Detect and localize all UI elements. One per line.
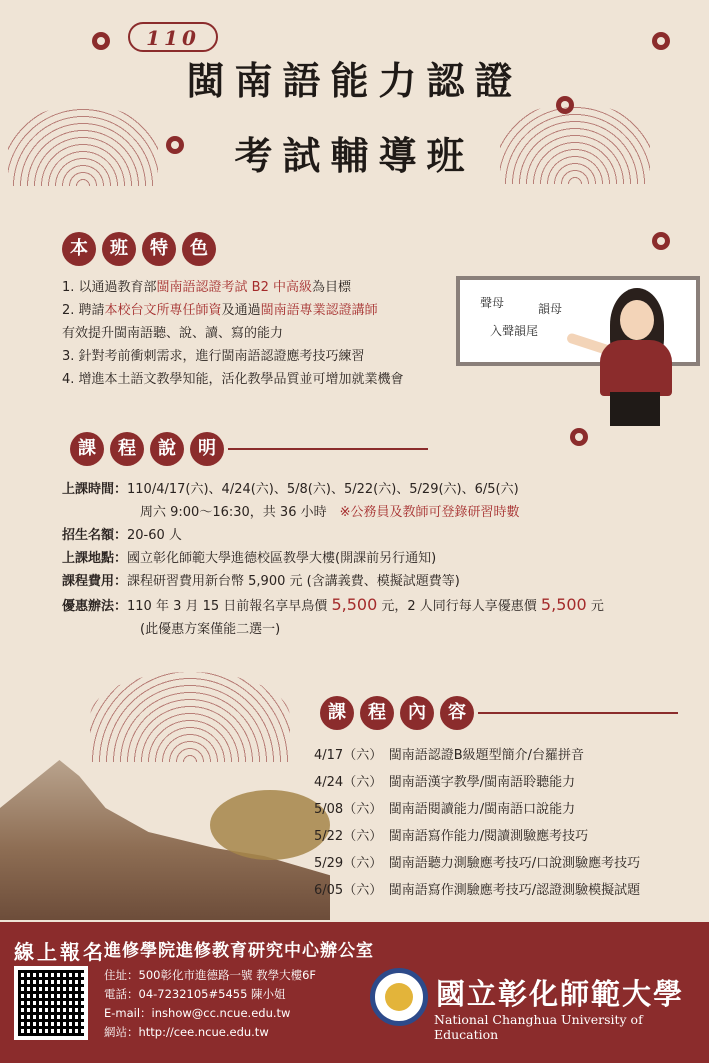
online-registration-label: 線上報名 bbox=[14, 940, 106, 964]
schedule-row: 5/29（六） 閩南語聽力測驗應考技巧/口說測驗應考技巧 bbox=[314, 856, 641, 871]
schedule-row: 5/22（六） 閩南語寫作能力/閱讀測驗應考技巧 bbox=[314, 829, 589, 844]
info-row-discount: 優惠辦法：110 年 3 月 15 日前報名享早鳥價 5,500 元，2 人同行每人享優惠價 5,500 元 bbox=[62, 595, 604, 614]
feature-item: 2. 聘請本校台文所專任師資及通過閩南語專業認證講師 bbox=[62, 303, 378, 318]
heading-char: 課 bbox=[70, 432, 104, 466]
divider bbox=[478, 712, 678, 714]
heading-char: 特 bbox=[142, 232, 176, 266]
address: 住址：500彰化市進德路一號 教學大樓6F bbox=[104, 968, 317, 982]
teacher-illustration bbox=[620, 300, 654, 340]
board-text: 韻母 bbox=[538, 302, 563, 316]
website-link[interactable]: 網站：http://cee.ncue.edu.tw bbox=[104, 1025, 269, 1039]
heading-char: 內 bbox=[400, 696, 434, 730]
footer bbox=[0, 922, 709, 1063]
phone: 電話：04-7232105#5455 陳小姐 bbox=[104, 987, 286, 1001]
features-list bbox=[62, 276, 462, 391]
feature-item: 4. 增進本土語文教學知能，活化教學品質並可增加就業機會 bbox=[62, 372, 404, 387]
rosette-decoration bbox=[652, 32, 670, 50]
info-row-fee: 課程費用：課程研習費用新台幣 5,900 元 (含講義費、模擬試題費等) bbox=[62, 574, 460, 589]
heading-char: 明 bbox=[190, 432, 224, 466]
course-info bbox=[62, 478, 702, 641]
heading-char: 色 bbox=[182, 232, 216, 266]
info-row-time: 上課時間：110/4/17(六)、4/24(六)、5/8(六)、5/22(六)、5/29(六)、6/5(六) bbox=[62, 482, 519, 497]
info-row-time-detail: 周六 9:00～16:30，共 36 小時 ※公務員及教師可登錄研習時數 bbox=[140, 505, 520, 520]
schedule-row: 5/08（六） 閩南語閱讀能力/閩南語口說能力 bbox=[314, 802, 576, 817]
heading-char: 說 bbox=[150, 432, 184, 466]
heading-char: 容 bbox=[440, 696, 474, 730]
contact-info bbox=[104, 966, 316, 1042]
rosette-decoration bbox=[652, 232, 670, 250]
heading-char: 程 bbox=[110, 432, 144, 466]
info-row-quota: 招生名額：20-60 人 bbox=[62, 528, 182, 543]
schedule-row: 6/05（六） 閩南語寫作測驗應考技巧/認證測驗模擬試題 bbox=[314, 883, 641, 898]
feature-item: 有效提升閩南語聽、說、讀、寫的能力 bbox=[62, 326, 284, 341]
email-link[interactable]: E-mail：inshow@cc.ncue.edu.tw bbox=[104, 1006, 291, 1020]
heading-char: 班 bbox=[102, 232, 136, 266]
university-name-cn: 國立彰化師範大學 bbox=[436, 977, 685, 1011]
office-name: 進修學院進修教育研究中心辦公室 bbox=[104, 941, 374, 961]
heading-char: 課 bbox=[320, 696, 354, 730]
rosette-decoration bbox=[92, 32, 110, 50]
info-row-discount-note: (此優惠方案僅能二選一) bbox=[140, 622, 281, 637]
features-heading bbox=[62, 232, 216, 266]
info-row-place: 上課地點：國立彰化師範大學進德校區教學大樓(開課前另行通知) bbox=[62, 551, 437, 566]
feature-item: 3. 針對考前衝刺需求，進行閩南語認證應考技巧練習 bbox=[62, 349, 365, 364]
feature-item: 1. 以通過教育部閩南語認證考試 B2 中高級為目標 bbox=[62, 280, 352, 295]
wave-pattern bbox=[90, 672, 290, 762]
board-text: 入聲韻尾 bbox=[490, 324, 539, 338]
rosette-decoration bbox=[570, 428, 588, 446]
course-info-heading bbox=[70, 432, 224, 466]
board-text: 聲母 bbox=[480, 296, 505, 310]
statue-photo bbox=[210, 790, 330, 860]
year-badge: 110 bbox=[128, 22, 218, 52]
heading-char: 本 bbox=[62, 232, 96, 266]
teacher-illustration bbox=[600, 340, 672, 396]
page-subtitle: 考試輔導班 bbox=[234, 134, 475, 178]
course-content-heading bbox=[320, 696, 474, 730]
university-logo-icon bbox=[370, 968, 428, 1026]
university-name-en: National Changhua University of Education bbox=[434, 1012, 643, 1042]
qr-code[interactable] bbox=[14, 966, 88, 1040]
page-title: 閩南語能力認證 bbox=[186, 59, 523, 103]
divider bbox=[228, 448, 428, 450]
schedule-row: 4/17（六） 閩南語認證B級題型簡介/台羅拼音 bbox=[314, 748, 585, 763]
course-schedule bbox=[314, 742, 704, 904]
teacher-illustration bbox=[610, 392, 660, 426]
schedule-row: 4/24（六） 閩南語漢字教學/閩南語聆聽能力 bbox=[314, 775, 576, 790]
heading-char: 程 bbox=[360, 696, 394, 730]
